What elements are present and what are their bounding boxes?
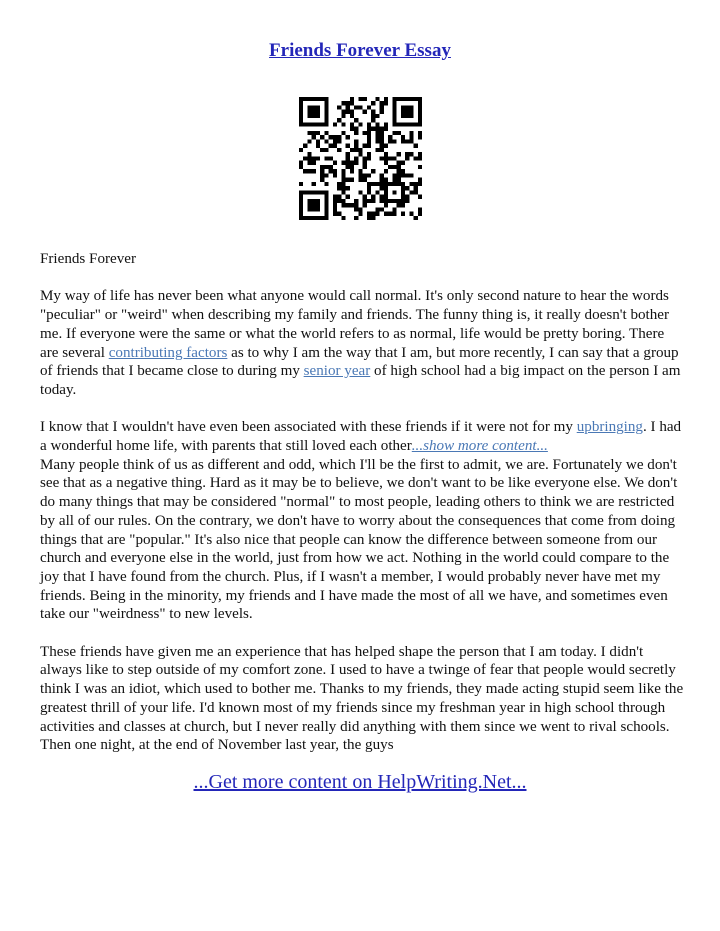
paragraph-1-text-a: My way of life has never been what anyone would call normal. It's only second nature to hear the words "peculiar" or "weird" when describing my family and friends. The funny thing is, it really doesn't bother me. If everyone were the same or what the world refers to as normal, life would be pretty boring. There are several bbox=[40, 288, 670, 361]
essay-body bbox=[40, 250, 685, 755]
paragraph-2-text-b: . I had a wonderful home life, with parents that still loved each other bbox=[40, 419, 682, 454]
show-more-content-link[interactable]: ...show more content... bbox=[411, 438, 548, 454]
paragraph-1 bbox=[40, 287, 685, 399]
senior-year-link[interactable]: senior year bbox=[303, 363, 371, 380]
upbringing-link[interactable]: upbringing bbox=[576, 419, 643, 436]
paragraph-2 bbox=[40, 418, 685, 624]
qr-code-icon bbox=[299, 97, 422, 220]
paragraph-1-text-c: of high school had a big impact on the person I am today. bbox=[40, 363, 681, 398]
paragraph-3: These friends have given me an experience that has helped shape the person that I am today. I didn't always like to step outside of my comfort zone. I used to have a twinge of fear that people would secretly think I was an idiot, which used to bother me. Thanks to my friends, they made acting stupid seem like the greatest thrill of your life. I'd known most of my friends since my freshman year in high school through activities and classes at church, but I never really did anything with them since we went to rival schools. Then one night, at the end of November last year, the guys bbox=[40, 643, 684, 754]
paragraph-2-text-c: Many people think of us as different and odd, which I'll be the first to admit, we are. Fortunately we don't see that as a negative thing. Hard as it may be to believe, we don't want to be like everyone else. We don't do many things that may be considered "normal" to most people, leading others to think we are restricted by all of our rules. On the contrary, we don't have to worry about the consequences that come from doing things that are "popular." It's also nice that people can know the difference between someone from our church and everyone else in the world, just from how we act. Nothing in the world could compare to the joy that I have found from the church. Plus, if I wasn't a member, I would probably never have met my friends. Being in the minority, my friends and I have made the most of all we have, and sometimes even take our "weirdness" to new levels. bbox=[40, 456, 678, 623]
essay-title-link[interactable]: Friends Forever Essay bbox=[269, 40, 451, 61]
essay-heading: Friends Forever bbox=[40, 251, 136, 267]
get-more-content-link[interactable]: ...Get more content on HelpWriting.Net... bbox=[193, 771, 527, 793]
contributing-factors-link[interactable]: contributing factors bbox=[108, 344, 228, 361]
paragraph-2-text-a: I know that I wouldn't have even been associated with these friends if it were not for my bbox=[40, 419, 577, 436]
paragraph-1-text-b: as to why I am the way that I am, but more recently, I can say that a group of friends that I became close to during my bbox=[40, 344, 679, 380]
